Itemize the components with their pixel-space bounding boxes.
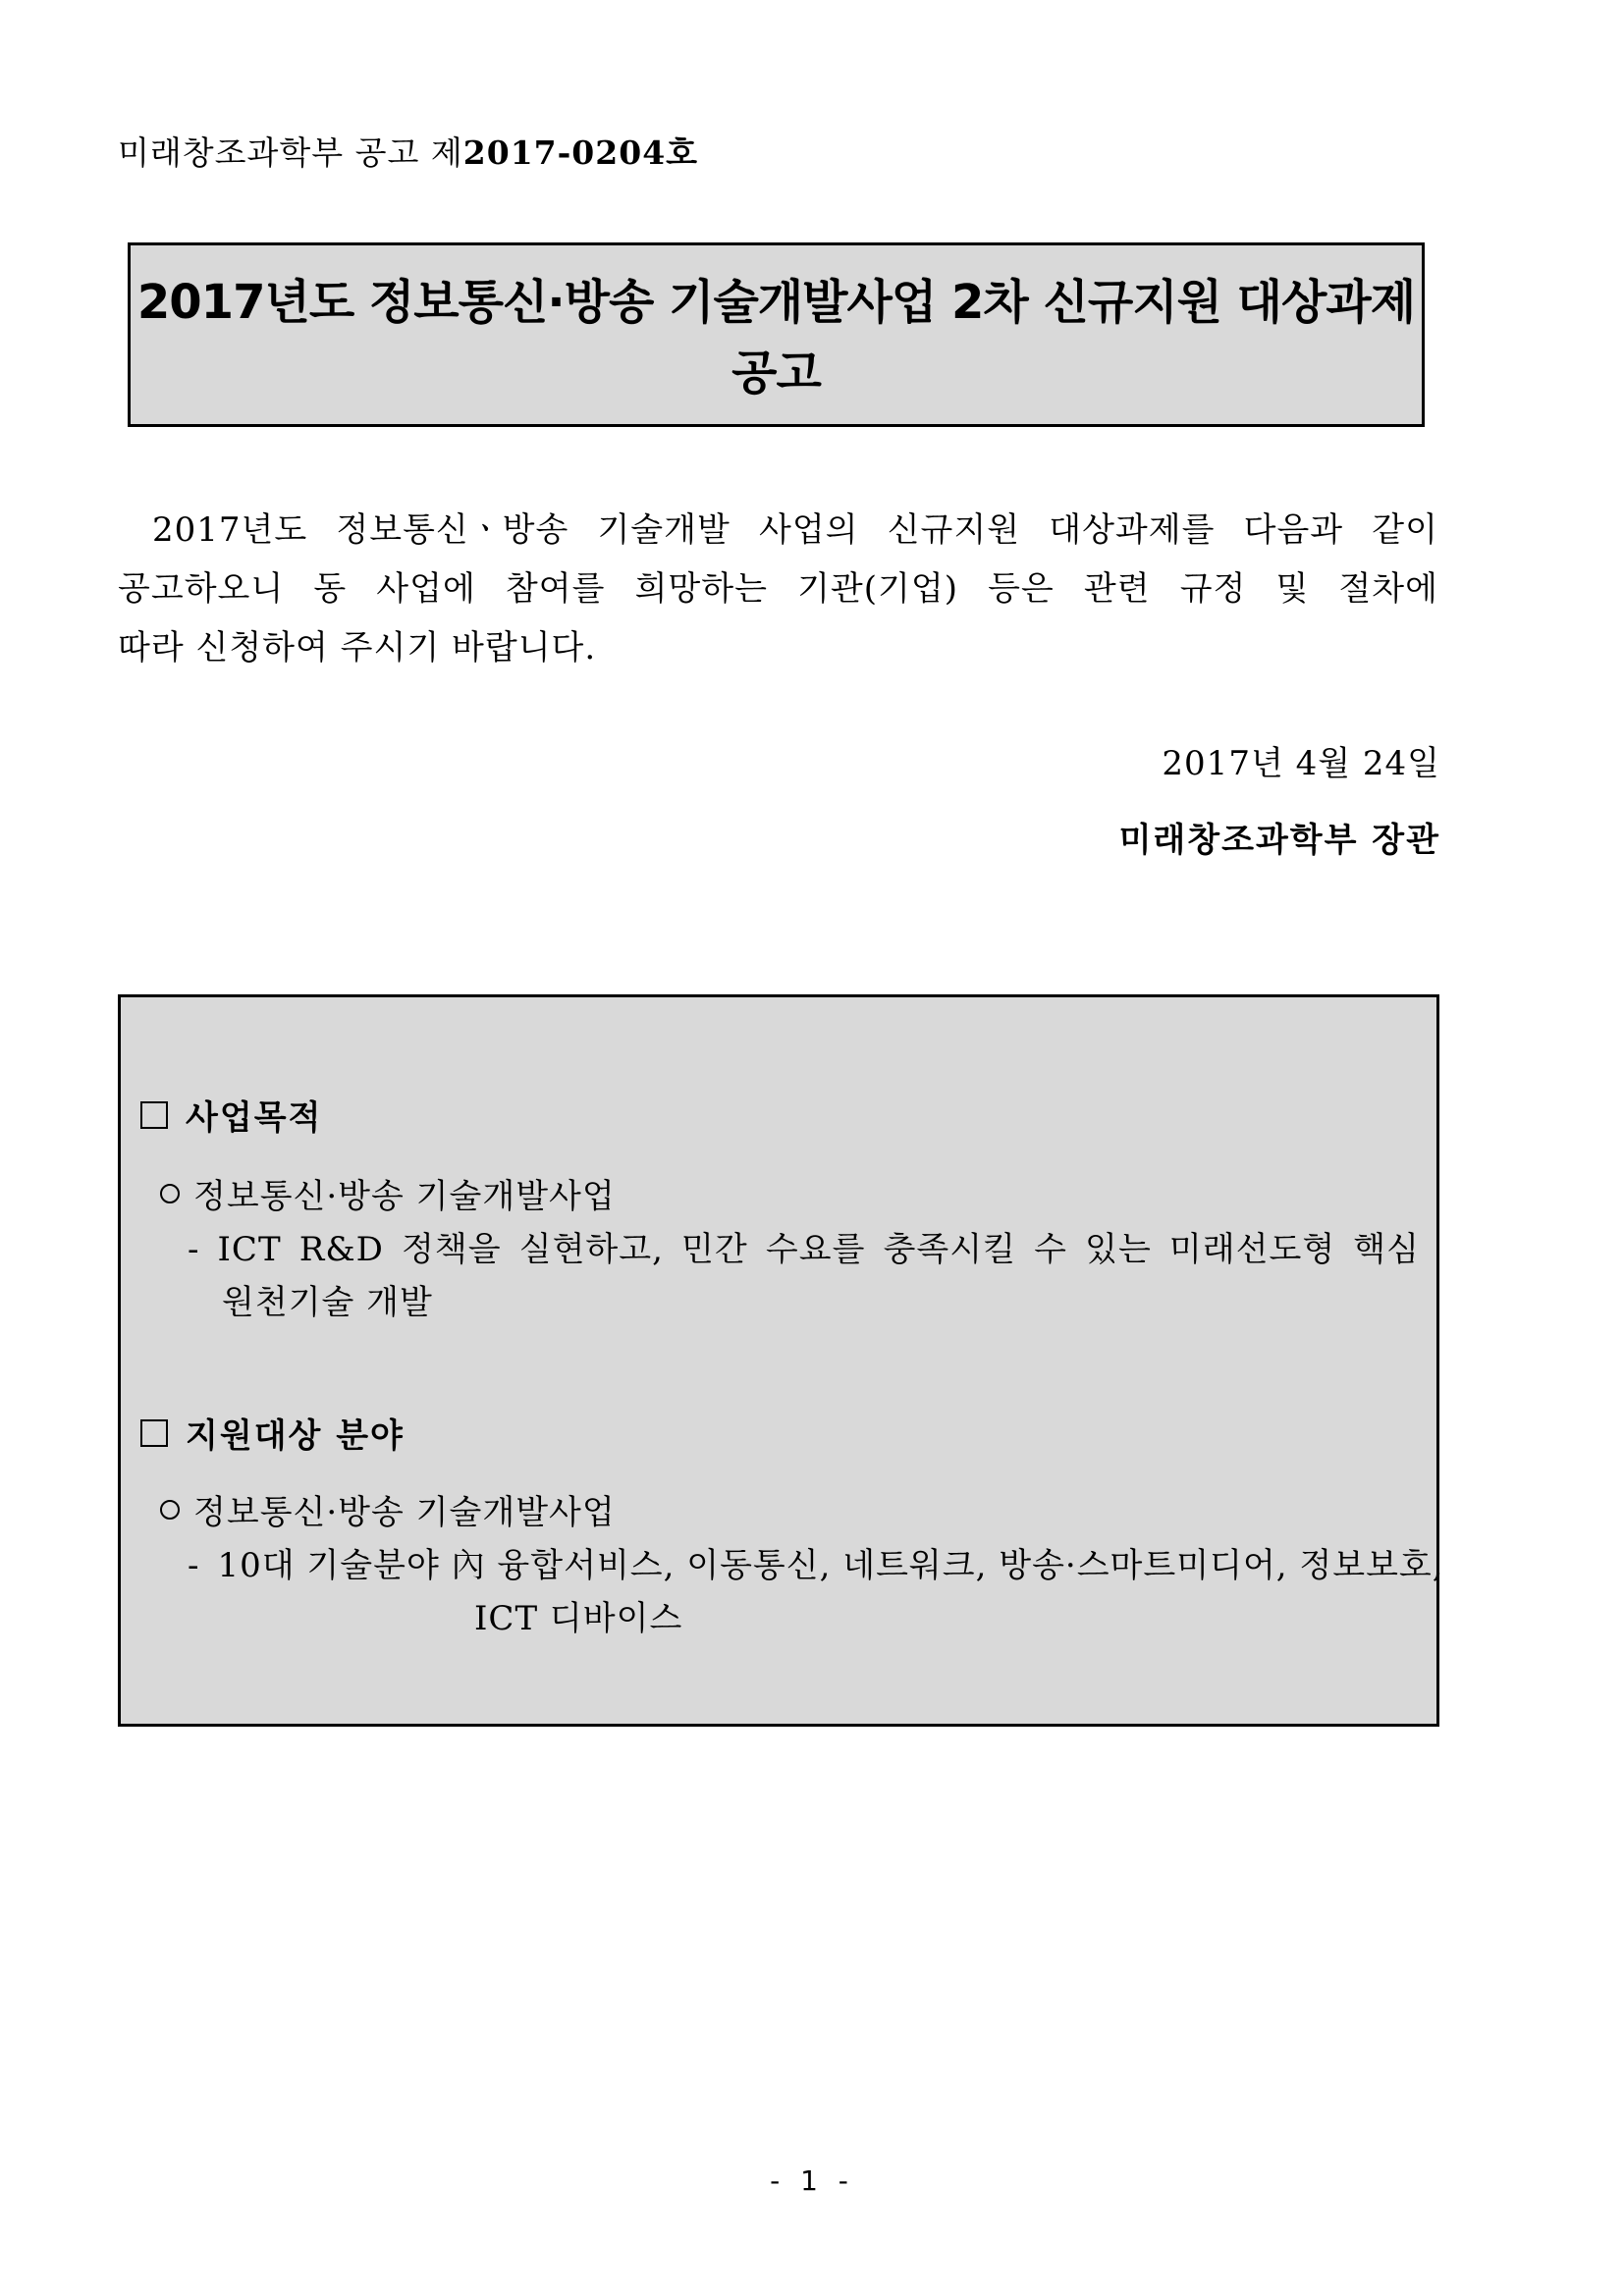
issuer: 미래창조과학부 장관 <box>1118 821 1440 860</box>
title-line-1: 2017년도 정보통신·방송 기술개발사업 2차 신규지원 대상과제 <box>136 275 1416 330</box>
info-box <box>118 994 1444 1727</box>
notice-number-value: 2017-0204 <box>462 133 667 172</box>
title-line-2: 공고 <box>731 346 821 400</box>
notice-prefix: 미래창조과학부 공고 제 <box>118 133 463 172</box>
notice-date: 2017년 4월 24일 <box>1162 744 1440 783</box>
purpose-detail-line-1: ICT R&D 정책을 실현하고, 민간 수요를 충족시킬 수 있는 미래선도형 핵심 <box>217 1230 1420 1269</box>
intro-line-1: 2017년도 정보통신ㆍ방송 기술개발 사업의 신규지원 대상과제를 다음과 같이 <box>152 510 1438 550</box>
purpose-detail-line-2: 원천기술 개발 <box>222 1283 433 1322</box>
title-box <box>128 242 1425 427</box>
page-number: - 1 - <box>770 2164 854 2197</box>
section-purpose <box>140 1091 322 1139</box>
circle-bullet-icon <box>160 1500 180 1520</box>
dash-bullet: - <box>188 1230 200 1269</box>
section-fields <box>140 1409 405 1457</box>
intro-line-3: 따라 신청하여 주시기 바랍니다. <box>118 628 597 667</box>
fields-item <box>160 1485 616 1533</box>
purpose-detail <box>188 1222 1420 1270</box>
fields-detail <box>188 1538 1444 1586</box>
fields-detail-line-1: 10대 기술분야 內 융합서비스, 이동통신, 네트워크, 방송·스마트미디어, 정보보호, <box>217 1546 1444 1585</box>
checkbox-square-icon <box>140 1101 168 1129</box>
intro-paragraph <box>118 501 1438 677</box>
dash-bullet: - <box>188 1546 200 1585</box>
checkbox-square-icon <box>140 1419 168 1447</box>
notice-number <box>118 128 698 174</box>
section-fields-heading: 지원대상 분야 <box>186 1416 405 1456</box>
intro-line-2: 공고하오니 동 사업에 참여를 희망하는 기관(기업) 등은 관련 규정 및 절차에 <box>118 569 1438 609</box>
fields-detail-line-2: ICT 디바이스 <box>474 1599 683 1638</box>
circle-bullet-icon <box>160 1184 180 1203</box>
fields-item-text: 정보통신·방송 기술개발사업 <box>193 1493 616 1532</box>
purpose-item <box>160 1169 616 1217</box>
notice-suffix: 호 <box>666 133 699 172</box>
purpose-item-text: 정보통신·방송 기술개발사업 <box>193 1177 616 1216</box>
section-purpose-heading: 사업목적 <box>186 1098 323 1138</box>
